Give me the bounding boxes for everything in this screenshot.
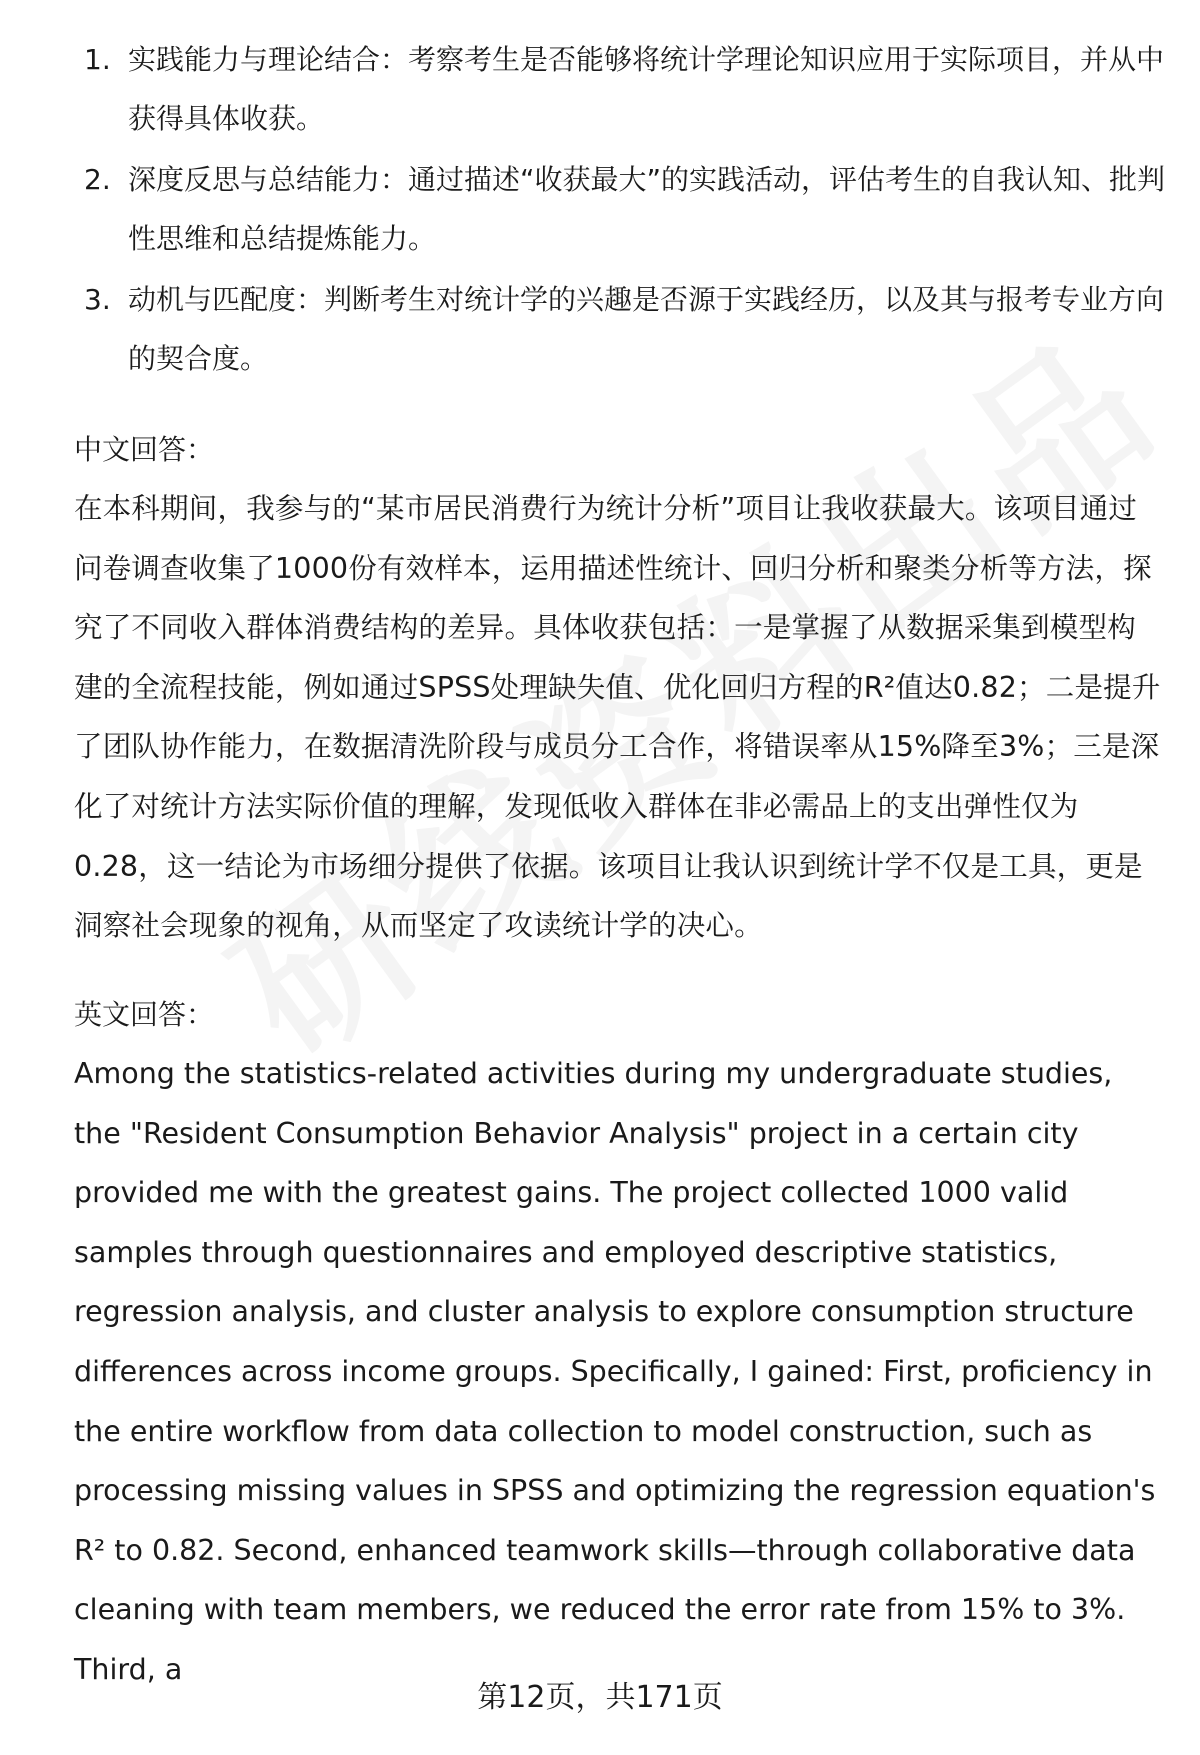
list-item-text: 深度反思与总结能力：通过描述“收获最大”的实践活动，评估考生的自我认知、批判性思维和总结提炼能力。 xyxy=(128,163,1166,255)
list-item xyxy=(0,30,1168,140)
list-item-text: 动机与匹配度：判断考生对统计学的兴趣是否源于实践经历，以及其与报考专业方向的契合度。 xyxy=(128,283,1165,375)
list-item xyxy=(0,270,1168,388)
list-item xyxy=(0,150,1168,268)
list-item-text: 实践能力与理论结合：考察考生是否能够将统计学理论知识应用于实际项目，并从中获得具体收获。 xyxy=(128,43,1165,135)
english-answer-paragraph: Among the statistics-related activities during my undergraduate studies, the "Resident Consumption Behavior Analysis" project in a certain city provided me with the greatest gains. The project collected 1000 valid samples through questionnaires and employed descriptive statistics, regression analysis, and cluster analysis to explore consumption structure differences across income groups. Specifically, I gained: First, proficiency in the entire workflow from data collection to model construction, such as processing missing values in SPSS and optimizing the regression equation's R² to 0.82. Second, enhanced teamwork skills—through collaborative data cleaning with team members, we reduced the error rate from 15% to 3%. Third, a xyxy=(74,1057,1156,1686)
chinese-answer-paragraph: 在本科期间，我参与的“某市居民消费行为统计分析”项目让我收获最大。该项目通过问卷调查收集了1000份有效样本，运用描述性统计、回归分析和聚类分析等方法，探究了不同收入群体消费结构的差异。具体收获包括：一是掌握了从数据采集到模型构建的全流程技能，例如通过SPSS处理缺失值、优化回归方程的R²值达0.82；二是提升了团队协作能力，在数据清洗阶段与成员分工合作，将错误率从15%降至3%；三是深化了对统计方法实际价值的理解，发现低收入群体在非必需品上的支出弹性仅为0.28，这一结论为市场细分提供了依据。该项目让我认识到统计学不仅是工具，更是洞察社会现象的视角，从而坚定了攻读统计学的决心。 xyxy=(74,492,1161,943)
page-number: 第12页，共171页 xyxy=(477,1680,723,1715)
list-item-number: 2. xyxy=(84,163,111,196)
chinese-answer-label: 中文回答： xyxy=(74,433,215,466)
list-item-number: 3. xyxy=(84,283,111,316)
list-item-clip: 1. 实践能力与理论结合：考察考生是否能够将统计学理论知识应用于实际项目，并从中获得具体收获。 xyxy=(84,43,1165,135)
english-answer-label: 英文回答： xyxy=(74,998,215,1031)
